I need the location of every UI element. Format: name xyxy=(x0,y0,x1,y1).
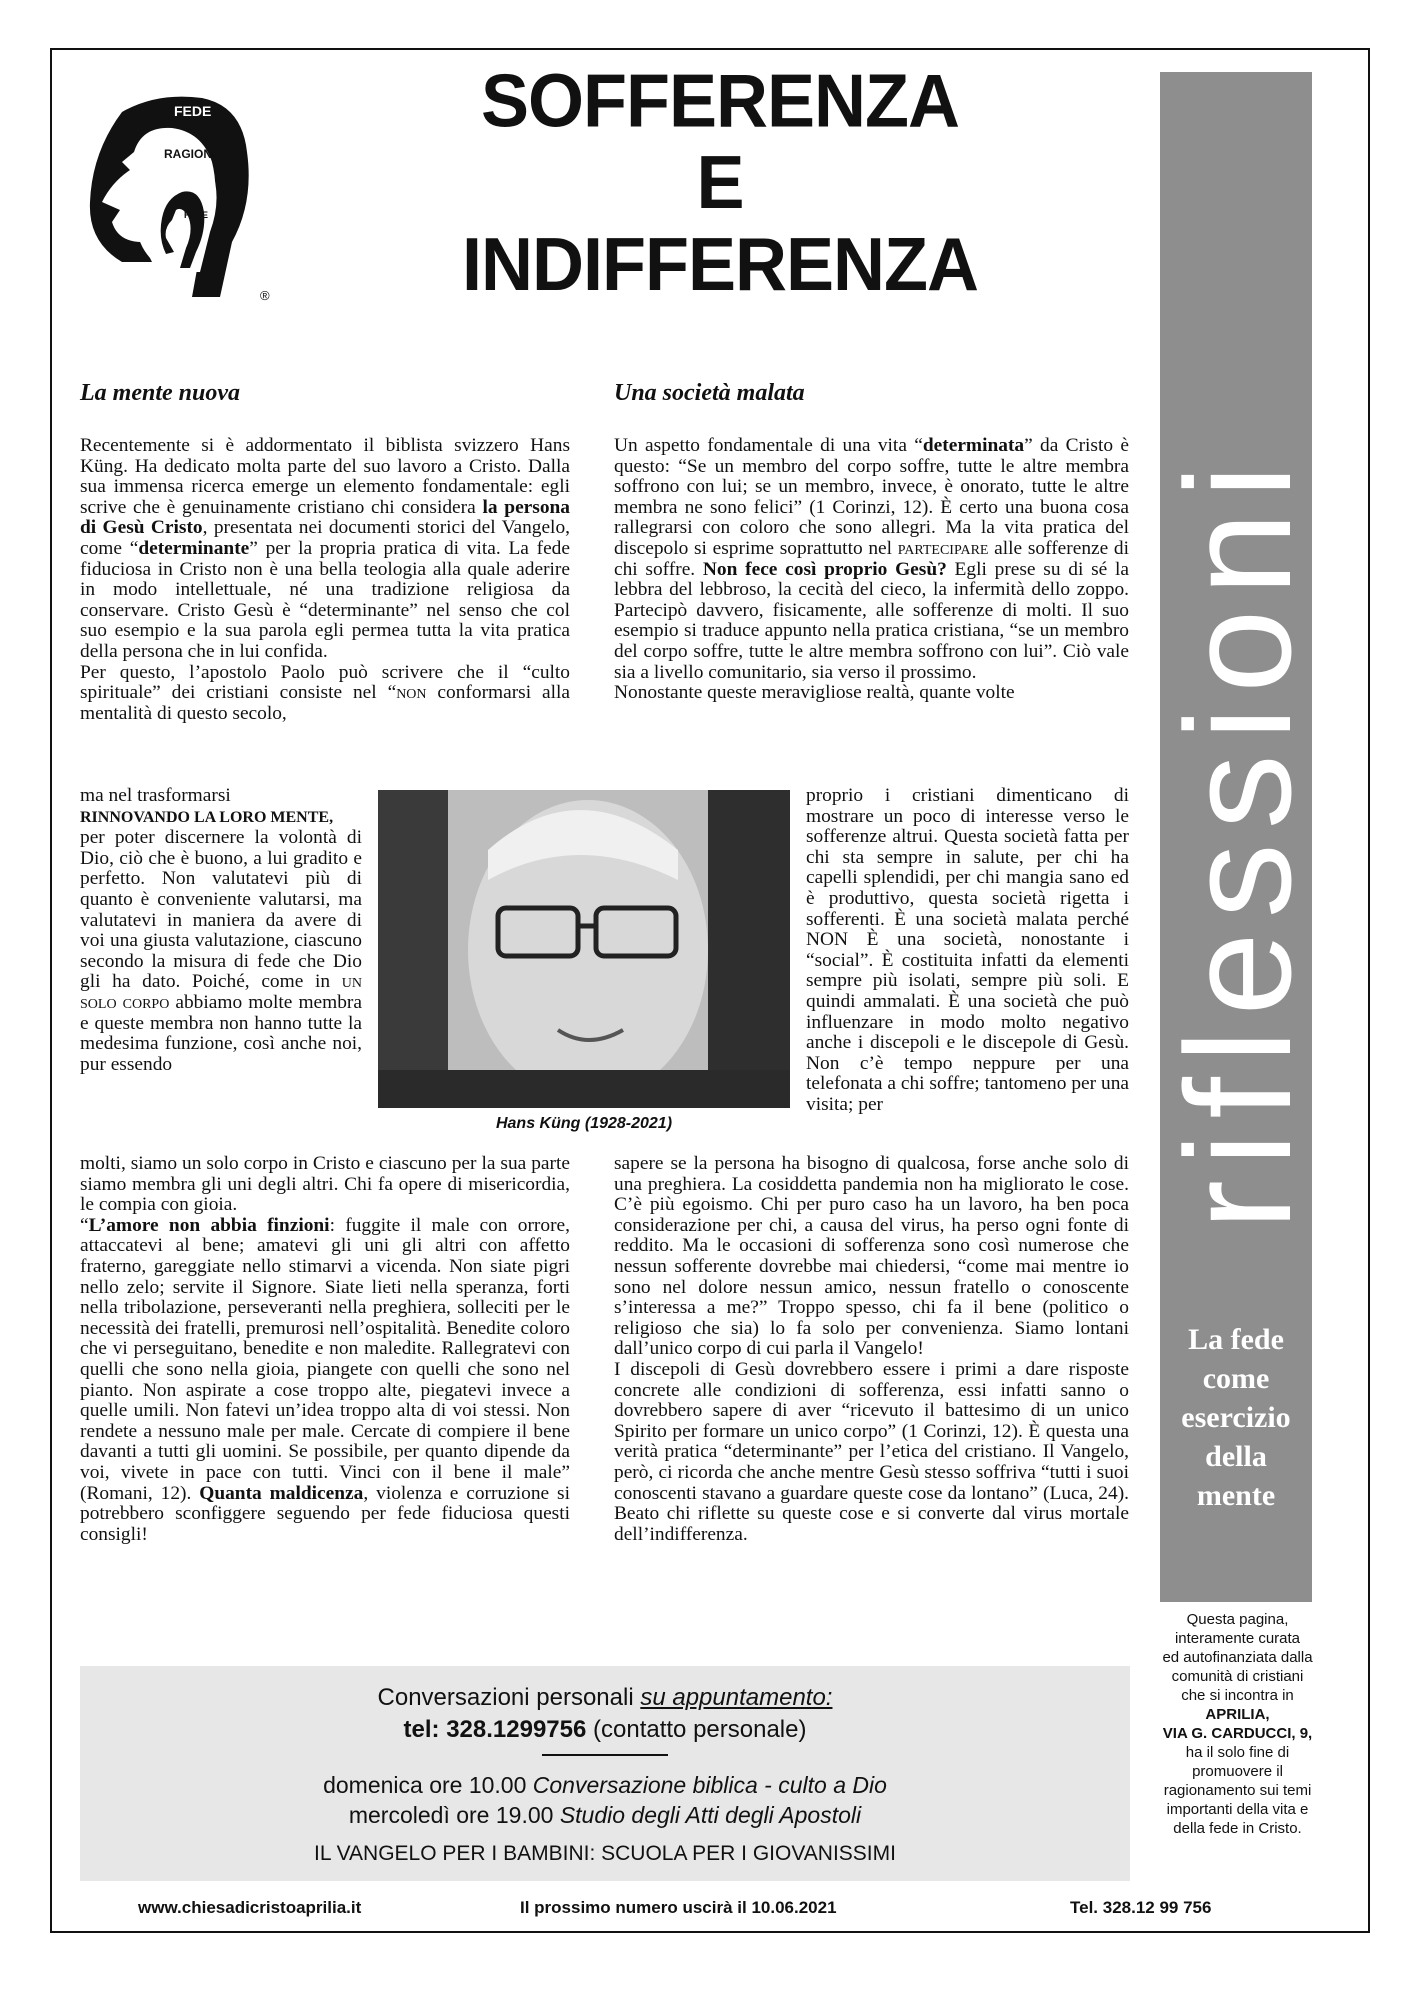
website-link[interactable]: www.chiesadicristoaprilia.it xyxy=(138,1898,362,1917)
right-paragraph-2: Nonostante queste meravigliose realtà, quante volte xyxy=(614,682,1015,704)
title-line-1: SOFFERENZA xyxy=(480,59,959,144)
contact-box xyxy=(80,1666,1130,1881)
right-column-bottom xyxy=(614,1154,1129,1545)
svg-text:RAGIONE: RAGIONE xyxy=(160,181,212,193)
next-issue-note: Il prossimo numero uscirà il 10.06.2021 xyxy=(520,1898,837,1917)
right-paragraph-4: I discepoli di Gesù dovrebbero essere i primi a dare risposte concrete alle condizioni di sofferenza, essi infatti sanno o dovrebbero sapere di aver “ricevuto il battesimo di un unico Spirito per formare un unico corpo” (1 Corinzi, 12). È questa una verità pratica “determinante” per l’etica del cristiano. Il Vangelo, però, ci ricorda che anche mentre Gesù stesso soffriva “tutti i suoi conoscenti stavano a guardare queste cose da lontano” (Luca, 24). Beato chi riflette su queste cose e si converte dal virus mortale dell’indifferenza. xyxy=(614,1358,1129,1545)
sidebar-motto: La fede come esercizio della mente xyxy=(1181,1323,1291,1512)
right-paragraph-1: Un aspetto fondamentale di una vita “determinata” da Cristo è questo: “Se un membro del corpo soffre, tutte le altre membra soffrono con lui; se un membro, invece, è onorato, tutte le altre membra ne sono felici” (1 Corinzi, 12). È certo una buona cosa rallegrarsi con coloro che sono allegri. Ma la vita pratica del discepolo si esprime soprattutto nel partecipare alle sofferenze di chi soffre. Non fece così proprio Gesù? Egli prese su di sé la lebbra del lebbroso, la cecità del cieco, la infermità dello zoppo. Partecipò davvero, fisicamente, alle sofferenze di molti. Il suo esempio si traduce appunto nella pratica cristiana, “se un membro del corpo soffre, tutte le altre membra soffrono con lui”. Ciò vale sia a livello comunitario, sia verso il prossimo. xyxy=(614,435,1130,683)
schedule-wednesday: mercoledì ore 19.00 Studio degli Atti degli Apostoli xyxy=(348,1802,862,1828)
left-paragraph-3: molti, siamo un solo corpo in Cristo e ciascuno per la sua parte siamo membra gli uni degli altri. Chi fa opere di misericordia, le compia con gioia. xyxy=(80,1153,570,1216)
left-column-bottom xyxy=(80,1154,570,1545)
fede-ragione-logo xyxy=(82,92,292,302)
page-title xyxy=(400,60,1040,306)
contact-line-1: Conversazioni personali su appuntamento: xyxy=(377,1684,833,1711)
photo-caption: Hans Küng (1928-2021) xyxy=(495,1115,673,1132)
left-column-top xyxy=(80,436,570,724)
right-column-top xyxy=(614,436,1129,704)
left-wrap-text: ma nel trasformarsi RINNOVANDO LA LORO MENTE, per poter discernere la volontà di Dio, ciò che è buono, a lui gradito e perfetto. Non valutatevi più di quanto è conveniente valutarsi, ma valutatevi in maniera da avere di voi una giusta valutazione, ciascuno secondo la misura di fede che Dio gli ha dato. Poiché, come in un solo corpo abbiamo molte membra e queste membra non hanno tutte la medesima funzione, così anche noi, pur essendo xyxy=(80,785,362,1075)
right-wrap-text: proprio i cristiani dimenticano di mostrare un poco di interesse verso le sofferenze altrui. Questa società fatta per chi sta sempre in salute, per chi ha capelli splendidi, per chi mangia sano ed è produttivo, questa società rigetta i sofferenti. È una società malata perché NON È una società, nonostante i “social”. È costituita infatti da elementi sempre più isolati, sempre più soli. E quindi ammalati. È una società che può influenzare in modo molto negativo anche i discepoli e le discepole di Gesù. Non c’è tempo neppure per una telefonata a chi soffre; tantomeno per una visita; per xyxy=(806,785,1129,1115)
contact-divider xyxy=(542,1754,668,1756)
left-paragraph-4: “L’amore non abbia finzioni: fuggite il male con orrore, attaccatevi al bene; amatevi gli uni gli altri con affetto fraterno, gareggiate nello stimarvi a vicenda. Non siate pigri nello zelo; servite il Signore. Siate lieti nella speranza, forti nella tribolazione, perseveranti nella preghiera, solleciti per le necessità dei fratelli, premurosi nell’ospitalità. Benedite coloro che vi perseguitano, benedite e non maledite. Rallegratevi con quelli che sono nella gioia, piangete con quelli che sono nel pianto. Non aspirate a cose troppo alte, piegatevi invece a quelle umili. Non fatevi un’idea troppo alta di voi stessi. Non rendete a nessuno male per male. Cercate di compiere il bene davanti a tutti gli uomini. Se possibile, per quanto dipende da voi, vivete in pace con tutti. Vinci con il bene il male” (Romani, 12). Quanta maldicenza, violenza e corruzione si potrebbero sconfiggere seguendo per fede fiduciosa questi consigli! xyxy=(80,1214,570,1545)
children-school: IL VANGELO PER I BAMBINI: SCUOLA PER I GIOVANISSIMI xyxy=(314,1842,896,1865)
left-paragraph-1: Recentemente si è addormentato il biblista svizzero Hans Küng. Ha dedicato molta parte del suo lavoro a Cristo. Dalla sua immensa ricerca emerge un elemento fondamentale: egli scrive che è genuinamente cristiano chi considera la persona di Gesù Cristo, presentata nei documenti storici del Vangelo, come “determinante” per la propria pratica di vita. La fede fiduciosa in Cristo non è una bella teologia alla quale aderire in modo intellettuale, né una tradizione religiosa da conservare. Cristo Gesù è “determinante” nel senso che col suo esempio e la sua parola egli permea tutta la vita pratica della persona che in lui confida. xyxy=(80,435,571,662)
title-line-3: INDIFFERENZA xyxy=(462,222,978,307)
schedule-sunday: domenica ore 10.00 Conversazione biblica - culto a Dio xyxy=(323,1772,887,1798)
footer-phone: Tel. 328.12 99 756 xyxy=(1070,1898,1212,1917)
contact-phone: tel: 328.1299756 (contatto personale) xyxy=(403,1716,807,1743)
right-paragraph-3: sapere se la persona ha bisogno di qualcosa, forse anche solo di una preghiera. La cosiddetta pandemia non ha migliorato le cose. C’è più egoismo. Chi per puro caso ha un lavoro, ha ben poca considerazione per chi, a causa del virus, ha perso ogni fonte di reddito. Ma le occasioni di sofferenza sono così numerose che nessun sofferente dovrebbe mai chiedersi, “come mai mentre io sono nel dolore nessun amico, nessun fratello o conoscente s’interessa a me?” Troppo spesso, chi fa il bene (politico o religioso che sia) lo fa solo per convenienza. Siamo lontani dall’unico corpo di cui parla il Vangelo! xyxy=(614,1153,1129,1360)
svg-text:RAGIONE: RAGIONE xyxy=(164,147,221,161)
svg-text:FEDE: FEDE xyxy=(184,210,209,220)
svg-text:FEDE: FEDE xyxy=(174,103,212,119)
left-paragraph-2: Per questo, l’apostolo Paolo può scrivere che il “culto spirituale” dei cristiani consiste nel “non conformarsi alla mentalità di questo secolo, xyxy=(80,661,571,724)
publisher-note: Questa pagina, interamente curata ed autofinanziata dalla comunità di cristiani che si incontra in APRILIA, VIA G. CARDUCCI, 9, ha il solo fine di promuovere il ragionamento sui temi importanti della vita e della fede in Cristo. xyxy=(1162,1611,1313,1837)
sidebar-vertical-title: riflessioni xyxy=(1154,450,1322,1230)
left-heading: La mente nuova xyxy=(80,380,240,406)
svg-text:®: ® xyxy=(260,288,270,302)
hans-kung-photo xyxy=(378,790,790,1108)
right-heading: Una società malata xyxy=(614,380,805,406)
title-line-2: E xyxy=(696,141,744,225)
